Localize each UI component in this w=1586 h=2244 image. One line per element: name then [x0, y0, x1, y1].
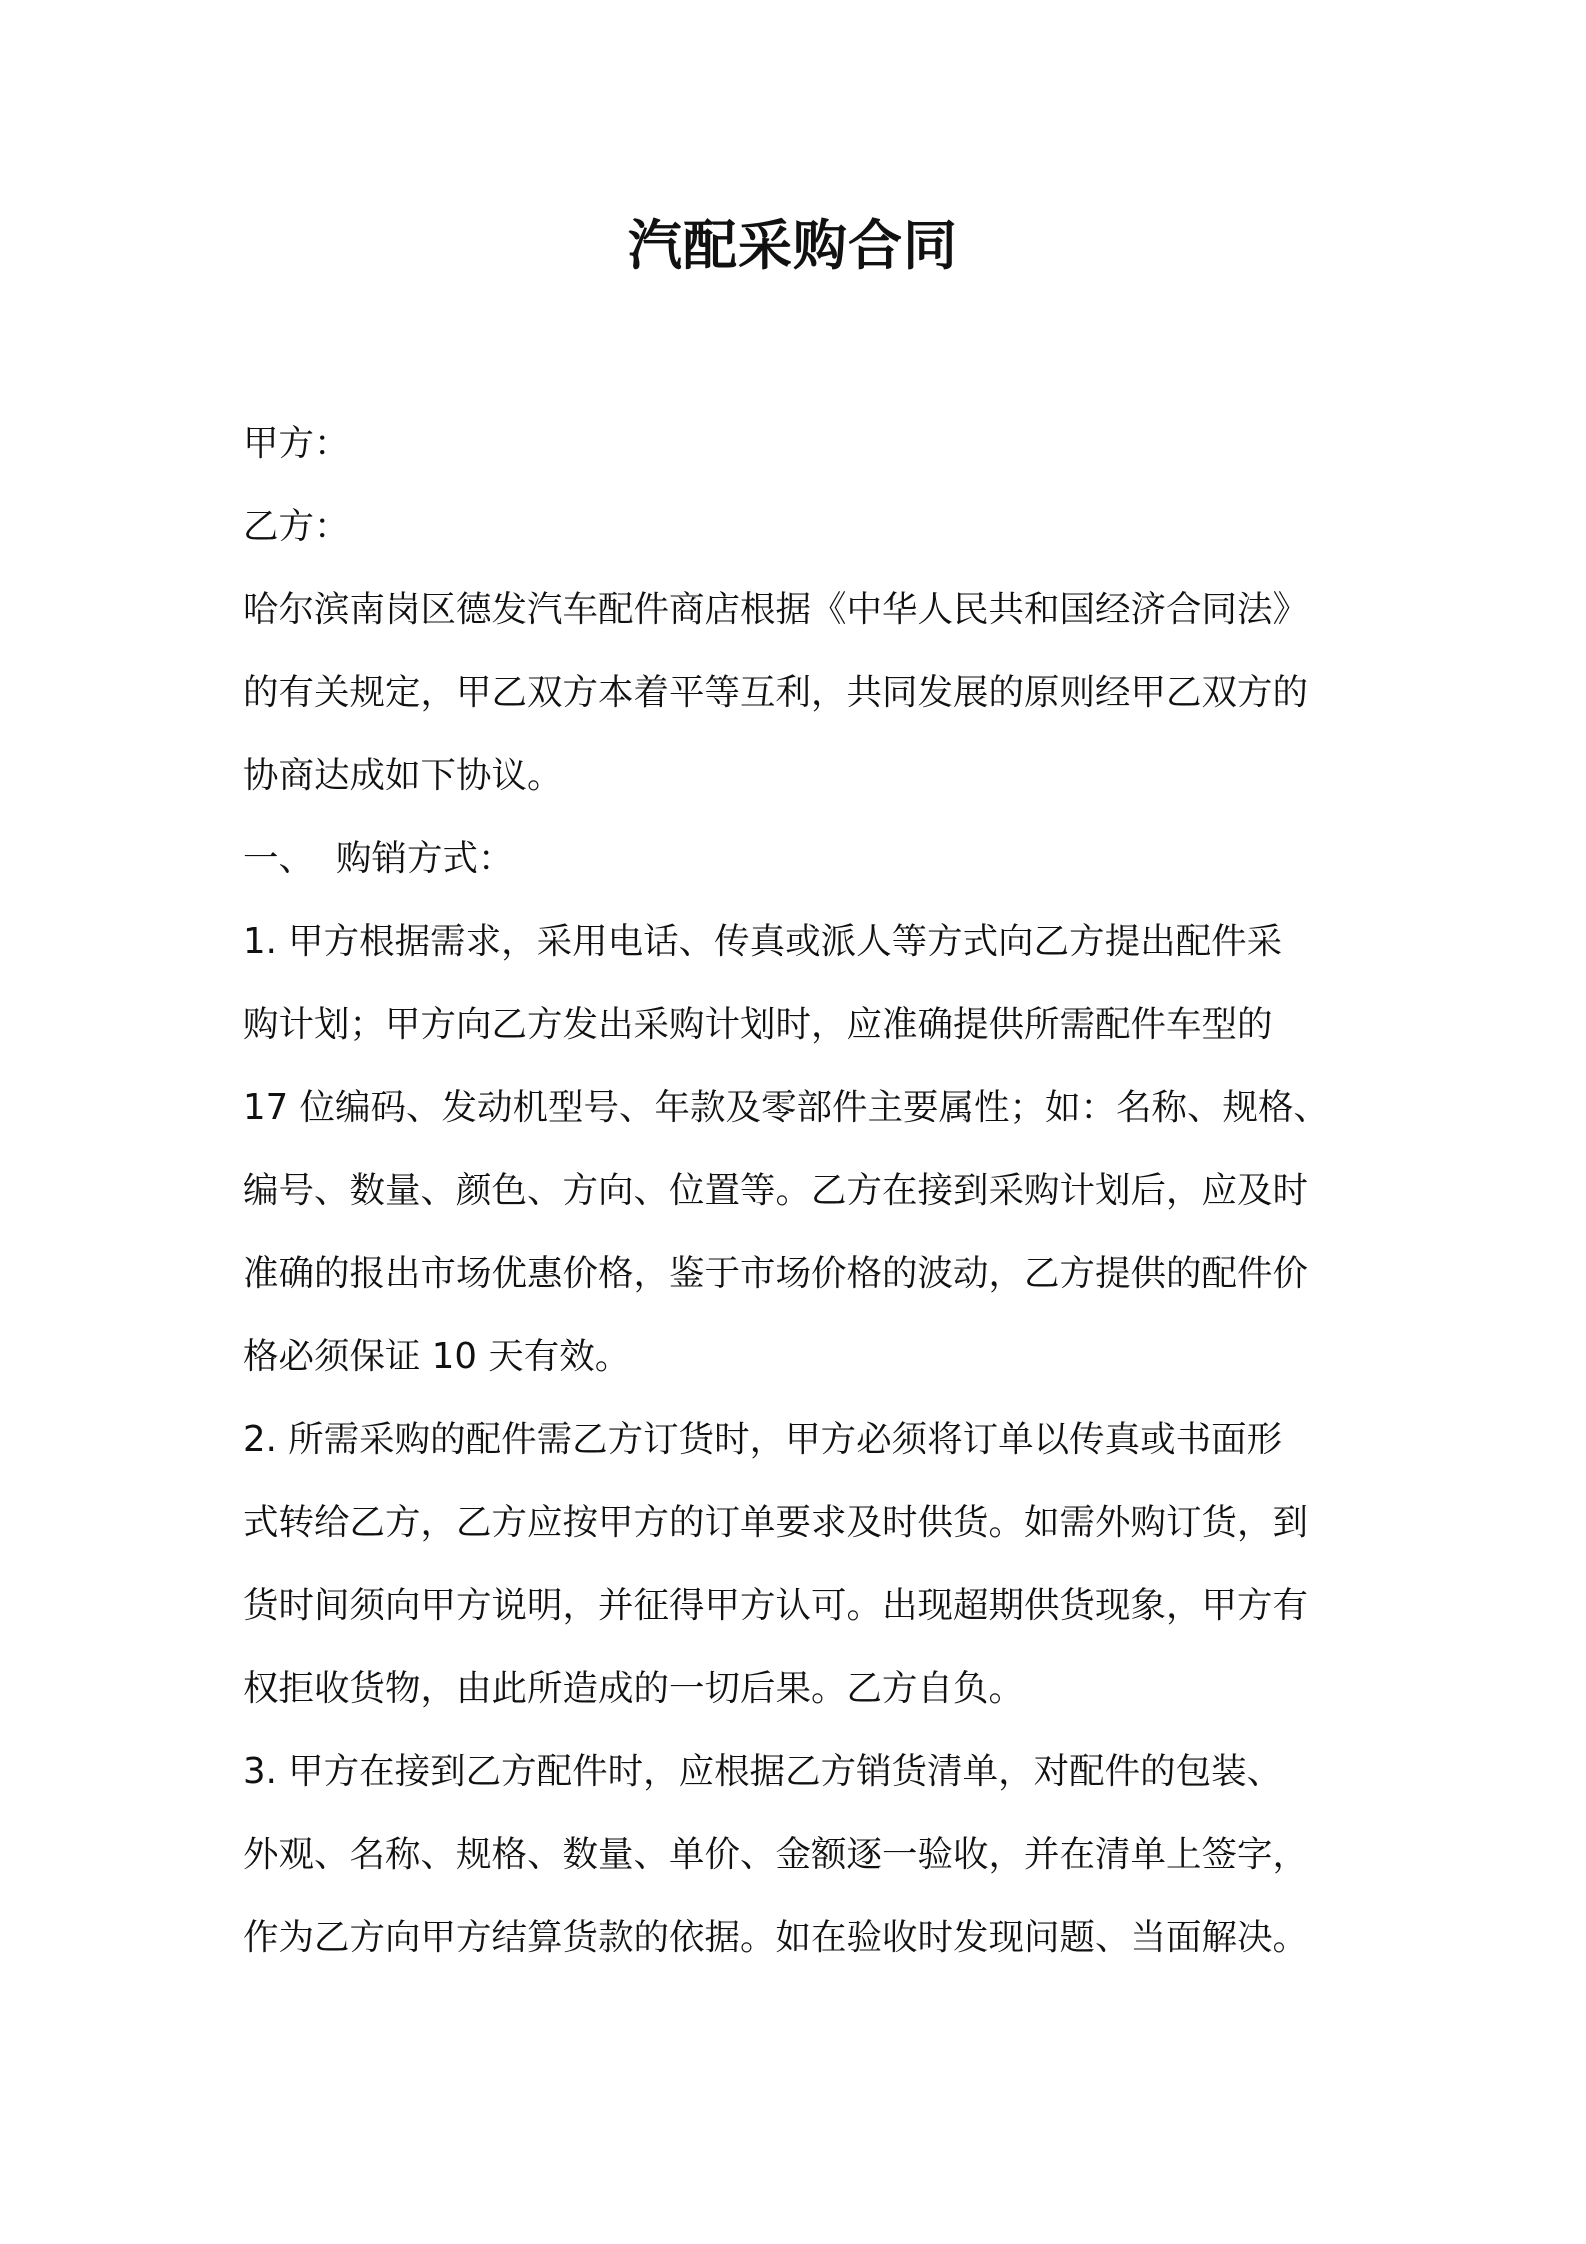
paragraph-line: 式转给乙方，乙方应按甲方的订单要求及时供货。如需外购订货，到 — [243, 1502, 1309, 1543]
paragraph-line: 货时间须向甲方说明，并征得甲方认可。出现超期供货现象，甲方有 — [243, 1585, 1309, 1626]
paragraph-line: 17 位编码、发动机型号、年款及零部件主要属性；如：名称、规格、 — [243, 1087, 1329, 1128]
paragraph-line: 协商达成如下协议。 — [243, 755, 563, 796]
paragraph-line: 外观、名称、规格、数量、单价、金额逐一验收，并在清单上签字， — [243, 1834, 1309, 1875]
paragraph-line: 权拒收货物，由此所造成的一切后果。乙方自负。 — [243, 1668, 1025, 1709]
clause-2-paragraph — [243, 1398, 1363, 1730]
party-b-label: 乙方： — [243, 506, 350, 547]
paragraph-line: 1. 甲方根据需求，采用电话、传真或派人等方式向乙方提出配件采 — [243, 921, 1283, 962]
paragraph-line: 作为乙方向甲方结算货款的依据。如在验收时发现问题、当面解决。 — [243, 1917, 1309, 1958]
document-body — [243, 402, 1363, 1979]
document-title: 汽配采购合同 — [628, 214, 958, 277]
preamble-paragraph — [243, 568, 1363, 817]
clause-3-paragraph — [243, 1730, 1363, 1979]
paragraph-line: 3. 甲方在接到乙方配件时，应根据乙方销货清单，对配件的包装、 — [243, 1751, 1283, 1792]
paragraph-line: 2. 所需采购的配件需乙方订货时，甲方必须将订单以传真或书面形 — [243, 1419, 1283, 1460]
section-number: 一、 — [243, 838, 315, 879]
paragraph-line: 购计划；甲方向乙方发出采购计划时，应准确提供所需配件车型的 — [243, 1004, 1273, 1045]
paragraph-line: 哈尔滨南岗区德发汽车配件商店根据《中华人民共和国经济合同法》 — [243, 589, 1309, 630]
clause-1-paragraph — [243, 900, 1363, 1398]
party-a-label: 甲方： — [243, 423, 350, 464]
paragraph-line: 准确的报出市场优惠价格，鉴于市场价格的波动，乙方提供的配件价 — [243, 1253, 1309, 1294]
paragraph-line: 编号、数量、颜色、方向、位置等。乙方在接到采购计划后，应及时 — [243, 1170, 1309, 1211]
paragraph-line: 的有关规定，甲乙双方本着平等互利，共同发展的原则经甲乙双方的 — [243, 672, 1309, 713]
section-heading — [243, 817, 1363, 900]
paragraph-line: 格必须保证 10 天有效。 — [243, 1336, 631, 1377]
section-title: 购销方式： — [336, 838, 514, 879]
